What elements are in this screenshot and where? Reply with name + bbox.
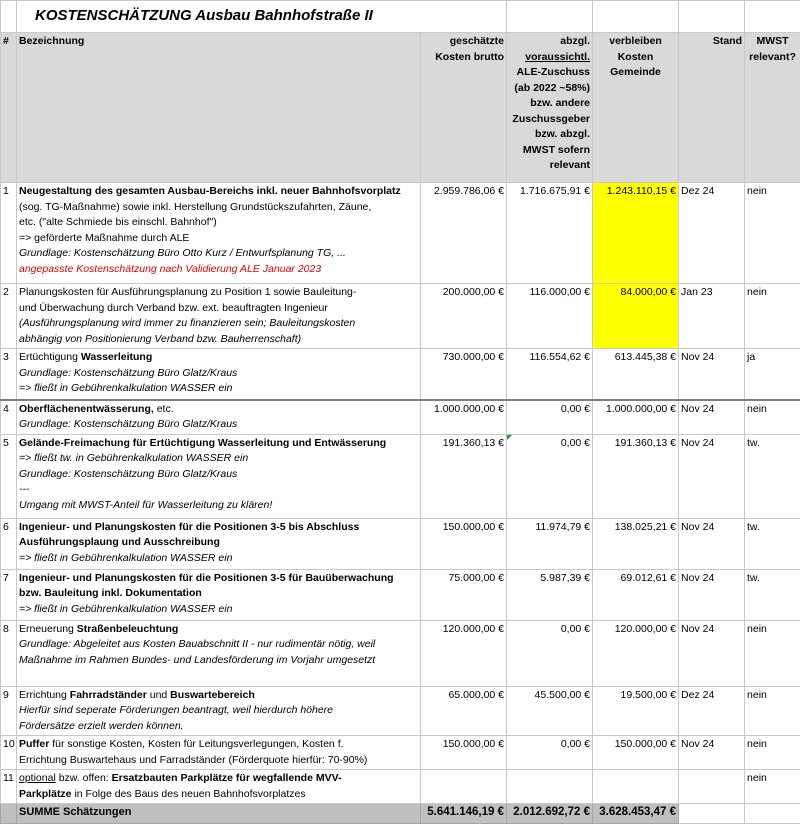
- table-row: [1, 518, 800, 569]
- sum-label: SUMME Schätzungen: [17, 804, 421, 824]
- vat-relevant: nein: [745, 284, 800, 349]
- vat-relevant: nein: [745, 686, 800, 736]
- row-description: Puffer für sonstige Kosten, Kosten für Leitungsverlegungen, Kosten f. Errichtung Buswartehaus und Farradständer (Förderquote hierfür: 70-90%): [17, 736, 421, 770]
- row-description: Ertüchtigung Wasserleitung Grundlage: Kostenschätzung Büro Glatz/Kraus => fließt in Gebührenkalkulation WASSER ein: [17, 349, 421, 400]
- stand-date: Dez 24: [679, 183, 745, 284]
- remaining-cost: 19.500,00 €: [593, 686, 679, 736]
- subsidy: 0,00 €: [507, 620, 593, 686]
- remaining-cost: 191.360,13 €: [593, 434, 679, 518]
- vat-relevant: nein: [745, 183, 800, 284]
- table-row: [1, 770, 800, 804]
- gross-cost: 730.000,00 €: [421, 349, 507, 400]
- stand-date: Nov 24: [679, 620, 745, 686]
- table-row: [1, 569, 800, 620]
- table-row: [1, 686, 800, 736]
- gross-cost: 2.959.786,06 €: [421, 183, 507, 284]
- row-number: 7: [1, 569, 17, 620]
- stand-date: Nov 24: [679, 736, 745, 770]
- stand-date: Dez 24: [679, 686, 745, 736]
- stand-date: Nov 24: [679, 434, 745, 518]
- remaining-cost: 69.012,61 €: [593, 569, 679, 620]
- gross-cost: [421, 770, 507, 804]
- table-row: [1, 400, 800, 435]
- row-description: Erneuerung Straßenbeleuchtung Grundlage: Abgeleitet aus Kosten Bauabschnitt II - nur rudimentär nötig, weil Maßnahme im Rahmen Bundes- und Landesförderung im Vorjahr umgesetzt: [17, 620, 421, 686]
- subsidy: 116.554,62 €: [507, 349, 593, 400]
- header-subsidy: abzgl. voraussichtl. ALE-Zuschuss (ab 2022 ~58%) bzw. andere Zuschussgeber bzw. abzgl. MWST sofern relevant: [507, 33, 593, 183]
- header-remaining-cost: verbleiben Kosten Gemeinde: [593, 33, 679, 183]
- sum-remaining-cost: 3.628.453,47 €: [593, 804, 679, 824]
- header-stand: Stand: [679, 33, 745, 183]
- remaining-cost: 150.000,00 €: [593, 736, 679, 770]
- row-number: 5: [1, 434, 17, 518]
- table-row: [1, 620, 800, 686]
- header-row: [1, 33, 800, 183]
- vat-relevant: nein: [745, 620, 800, 686]
- sum-row: [1, 804, 800, 824]
- table-row: [1, 736, 800, 770]
- vat-relevant: nein: [745, 770, 800, 804]
- subsidy: 0,00 €: [507, 434, 593, 518]
- header-vat-relevant: MWST relevant?: [745, 33, 800, 183]
- row-number: 6: [1, 518, 17, 569]
- gross-cost: 200.000,00 €: [421, 284, 507, 349]
- subsidy: 11.974,79 €: [507, 518, 593, 569]
- vat-relevant: ja: [745, 349, 800, 400]
- row-description: Errichtung Fahrradständer und Buswartebereich Hierfür sind seperate Förderungen beantragt, weil hierdurch höhere Fördersätze erzielt werden können.: [17, 686, 421, 736]
- stand-date: Nov 24: [679, 569, 745, 620]
- gross-cost: 1.000.000,00 €: [421, 400, 507, 435]
- row-description: optional bzw. offen: Ersatzbauten Parkplätze für wegfallende MVV- Parkplätze in Folge des Baus des neuen Bahnhofsvorplatzes: [17, 770, 421, 804]
- header-description: Bezeichnung: [17, 33, 421, 183]
- row-number: 4: [1, 400, 17, 435]
- table-row: [1, 183, 800, 284]
- gross-cost: 150.000,00 €: [421, 518, 507, 569]
- subsidy: 116.000,00 €: [507, 284, 593, 349]
- stand-date: Nov 24: [679, 400, 745, 435]
- table-row: [1, 349, 800, 400]
- stand-date: Nov 24: [679, 349, 745, 400]
- row-description: Gelände-Freimachung für Ertüchtigung Wasserleitung und Entwässerung => fließt tw. in Gebührenkalkulation WASSER ein Grundlage: Kostenschätzung Büro Glatz/Kraus --- Umgang mit MWST-Anteil für Wasserleitung zu klären!: [17, 434, 421, 518]
- subsidy: 1.716.675,91 €: [507, 183, 593, 284]
- subsidy: 5.987,39 €: [507, 569, 593, 620]
- sum-subsidy: 2.012.692,72 €: [507, 804, 593, 824]
- row-number: 10: [1, 736, 17, 770]
- row-number: 8: [1, 620, 17, 686]
- document-title: KOSTENSCHÄTZUNG Ausbau Bahnhofstraße II: [17, 1, 507, 33]
- subsidy: 45.500,00 €: [507, 686, 593, 736]
- stand-date: Jan 23: [679, 284, 745, 349]
- gross-cost: 75.000,00 €: [421, 569, 507, 620]
- header-gross-cost: geschätzte Kosten brutto: [421, 33, 507, 183]
- subsidy: [507, 770, 593, 804]
- remaining-cost: 613.445,38 €: [593, 349, 679, 400]
- table-row: [1, 284, 800, 349]
- vat-relevant: nein: [745, 736, 800, 770]
- row-number: 1: [1, 183, 17, 284]
- row-number: 9: [1, 686, 17, 736]
- remaining-cost: 1.000.000,00 €: [593, 400, 679, 435]
- vat-relevant: tw.: [745, 518, 800, 569]
- row-number: 2: [1, 284, 17, 349]
- row-description: Neugestaltung des gesamten Ausbau-Bereichs inkl. neuer Bahnhofsvorplatz (sog. TG-Maßnahme) sowie inkl. Herstellung Grundstückszufahrten, Zäune, etc. ("alte Schmiede bis einschl. Bahnhof") => geförderte Maßnahme durch ALE Grundlage: Kostenschätzung Büro Otto Kurz / Entwurfsplanung TG, ... angepasste Kostenschätzung nach Validierung ALE Januar 2023: [17, 183, 421, 284]
- vat-relevant: nein: [745, 400, 800, 435]
- subsidy: 0,00 €: [507, 400, 593, 435]
- table-row: [1, 434, 800, 518]
- row-description: Ingenieur- und Planungskosten für die Positionen 3-5 für Bauüberwachung bzw. Bauleitung inkl. Dokumentation => fließt in Gebührenkalkulation WASSER ein: [17, 569, 421, 620]
- vat-relevant: tw.: [745, 569, 800, 620]
- stand-date: Nov 24: [679, 518, 745, 569]
- gross-cost: 191.360,13 €: [421, 434, 507, 518]
- stand-date: [679, 770, 745, 804]
- remaining-cost: 138.025,21 €: [593, 518, 679, 569]
- row-number: 3: [1, 349, 17, 400]
- gross-cost: 150.000,00 €: [421, 736, 507, 770]
- gross-cost: 120.000,00 €: [421, 620, 507, 686]
- sum-gross-cost: 5.641.146,19 €: [421, 804, 507, 824]
- remaining-cost: 1.243.110,15 €: [593, 183, 679, 284]
- remaining-cost: 84.000,00 €: [593, 284, 679, 349]
- gross-cost: 65.000,00 €: [421, 686, 507, 736]
- row-description: Ingenieur- und Planungskosten für die Positionen 3-5 bis Abschluss Ausführungsplaung und Ausschreibung => fließt in Gebührenkalkulation WASSER ein: [17, 518, 421, 569]
- remaining-cost: 120.000,00 €: [593, 620, 679, 686]
- vat-relevant: tw.: [745, 434, 800, 518]
- remaining-cost: [593, 770, 679, 804]
- header-nr: #: [1, 33, 17, 183]
- row-number: 11: [1, 770, 17, 804]
- row-description: Planungskosten für Ausführungsplanung zu Position 1 sowie Bauleitung- und Überwachung durch Verband bzw. ext. beauftragten Ingenieur (Ausführungsplanung wird immer zu finanzieren sein; Bauleitungskosten abhängig von Positionierung Verband bzw. Bauherrenschaft): [17, 284, 421, 349]
- subsidy: 0,00 €: [507, 736, 593, 770]
- row-description: Oberflächenentwässerung, etc. Grundlage: Kostenschätzung Büro Glatz/Kraus: [17, 400, 421, 435]
